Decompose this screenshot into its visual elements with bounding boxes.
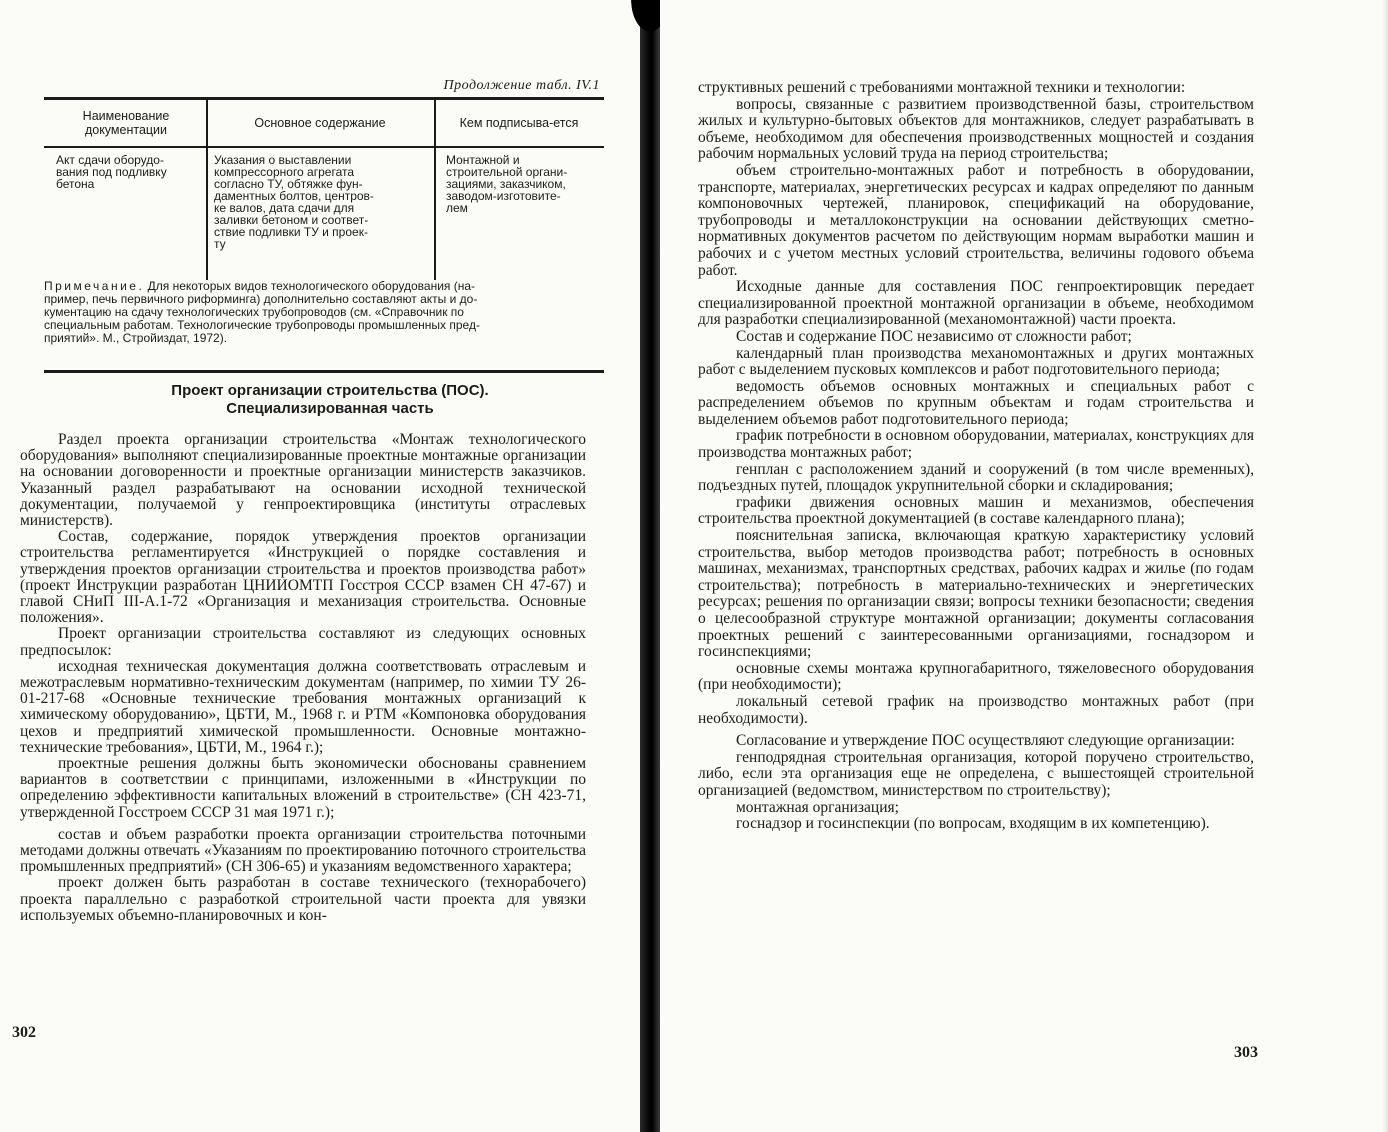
paragraph: график потребности в основном оборудовании, материалах, конструкциях для производства монтажных работ;: [698, 427, 1254, 462]
page-number: 302: [12, 1024, 36, 1041]
paragraph: Состав, содержание, порядок утверждения проектов организации строительства регламентируется «Инструкцией о порядке составления и утверждения проектов организации строительства и проектов производства работ» (проект Инструкции разработан ЦНИИОМТП Госстроя СССР взамен СН 47-67) и главой СНиП III-А.1-72 «Организация и механизация строительства. Основные положения».: [20, 528, 586, 627]
paragraph: монтажная организация;: [736, 798, 899, 816]
paragraph: основные схемы монтажа крупногабаритного, тяжеловесного оборудования (при необходимости);: [698, 659, 1254, 694]
paragraph: ведомость объемов основных монтажных и специальных работ с распределением объемов по крупным объектам и годам строительства и выделением объемов работ подготовительного периода;: [698, 377, 1254, 428]
table-top-rule: [44, 97, 604, 100]
table-header-rule: [44, 146, 604, 148]
paragraph: Согласование и утверждение ПОС осуществляют следующие организации:: [736, 732, 1235, 750]
right-body-text: [698, 80, 1254, 833]
paragraph: пояснительная записка, включающая краткую характеристику условий строительства, выбор методов производства работ; потребность в основных машинах, механизмах, транспортных средствах, рабочих кадрах и жилье (по годам строительства); потребность в материально-технических и энергетических ресурсах; решения по организации связи; вопросы техники безопасности; сведения о целесообразной структуре монтажной организации; документы согласования проектных решений с заинтересованными организациями, госнадзором и госинспекциями;: [698, 527, 1254, 661]
page-number: 303: [1234, 1044, 1258, 1061]
page-edge: [1382, 0, 1388, 1132]
table-header-cell: Основное содержание: [254, 116, 386, 130]
paragraph: Раздел проекта организации строительства «Монтаж технологического оборудования» выполняют специализированные проектные монтажные организации на основании договоренности и проектные организации министерств заказчиков. Указанный раздел разрабатывают на основании исходной технической документации, получаемой у генпроектировщика (институты отраслевых министерств).: [20, 431, 586, 530]
table-cell: Указания о выставлении компрессорного агрегата согласно ТУ, обтяжке фун- даментных болтов, центров- ке валов, дата сдачи для заливки бетоном и соответ- ствие подливки ТУ и проек- ту: [214, 153, 374, 251]
paragraph: Исходные данные для составления ПОС генпроектировщик передает специализированной проектной монтажной организации в объеме, необходимом для разработки специализированной (механомонтажной) части проекта.: [698, 278, 1254, 329]
left-body-text: [20, 432, 586, 924]
paragraph: исходная техническая документация должна соответствовать отраслевым и межотраслевым нормативно-техническим документам (например, по химии ТУ 26-01-217-68 «Основные технические требования монтажных организаций к химическому оборудованию», ЦБТИ, М., 1968 г. и РТМ «Компоновка оборудования цехов и предприятий химической промышленности. Основные монтажно-технические требования», ЦБТИ, М., 1964 г.);: [20, 657, 586, 756]
table-continuation-caption: Продолжение табл. IV.1: [443, 78, 600, 93]
paragraph: состав и объем разработки проекта организации строительства поточными методами должны отвечать «Указаниям по проектированию поточного строительства промышленных предприятий» (СН 306-65) и указаниям ведомственного характера;: [20, 825, 586, 876]
table-cell: Акт сдачи оборудо- вания под подливку бетона: [56, 153, 167, 191]
paragraph: проект должен быть разработан в составе технического (технорабочего) проекта параллельно с разработкой строительной части проекта для увязки используемых объемно-планировочных и кон-: [20, 874, 586, 924]
paragraph: графики движения основных машин и механизмов, обеспечения строительства проектной документацией (в составе календарного плана);: [698, 493, 1254, 528]
paragraph: локальный сетевой график на производство монтажных работ (при необходимости).: [698, 692, 1254, 727]
section-title: Проект организации строительства (ПОС). Специализированная часть: [171, 382, 489, 417]
paragraph: госнадзор и госинспекции (по вопросам, входящим в их компетенцию).: [736, 815, 1210, 833]
left-page: [0, 0, 640, 1132]
paragraph: генподрядная строительная организация, которой поручено строительство, либо, если эта организация еще не определена, с вышестоящей строительной организацией (ведомством, министерством по строительству);: [698, 748, 1254, 799]
table-header-cell: Наименование документации: [82, 109, 170, 137]
note-text: Для некоторых видов технологического оборудования (на- пример, печь первичного риформинга) дополнительно составляют акты и до- кументацию на сдачу технологических трубопроводов (см. «Справочник по специальным работам. Технологические трубопроводы промышленных пред- приятий». М., Стройиздат, 1972).: [44, 279, 480, 345]
table-bottom-rule: [44, 370, 604, 373]
table-note: [44, 280, 600, 345]
paragraph: Состав и содержание ПОС независимо от сложности работ;: [736, 327, 1132, 345]
paragraph: объем строительно-монтажных работ и потребность в оборудовании, транспорте, материалах, энергетических ресурсах и кадрах определяют по данным компоновочных чертежей, планировок, спецификаций на оборудование, трубопроводы и металлоконструкции на основании действующих сметно-нормативных документов расчетом по действующим нормам выработки машин и рабочих и с учетом местных условий строительства, величины годового объема работ.: [698, 161, 1254, 279]
note-label: Примечание.: [44, 279, 145, 293]
table-cell: Монтажной и строительной органи- зациями, заказчиком, заводом-изготовите- лем: [446, 153, 568, 215]
table-header-cell: Кем подписыва-ется: [459, 116, 579, 130]
paragraph: вопросы, связанные с развитием производственной базы, строительством жилых и культурно-бытовых объектов для монтажников, следует разрабатывать в объеме, необходимом для обеспечения производственных мощностей и создания рабочим нормальных условий труда на период строительства;: [698, 95, 1254, 163]
paragraph: календарный план производства механомонтажных и других монтажных работ с выделением пусковых комплексов и работ подготовительного периода;: [698, 344, 1254, 379]
paragraph: структивных решений с требованиями монтажной техники и технологии:: [698, 79, 1186, 96]
paragraph: Проект организации строительства составляют из следующих основных предпосылок:: [20, 625, 586, 659]
book-spine: [640, 0, 660, 1132]
paragraph: генплан с расположением зданий и сооружений (в том числе временных), подъездных путей, площадок укрупнительной сборки и складирования;: [698, 460, 1254, 495]
paragraph: проектные решения должны быть экономически обоснованы сравнением вариантов в соответствии с принципами, изложенными в «Инструкции по определению эффективности капитальных вложений в строительстве» (СН 423-71, утвержденной Госстроем СССР 31 мая 1971 г.);: [20, 755, 586, 821]
